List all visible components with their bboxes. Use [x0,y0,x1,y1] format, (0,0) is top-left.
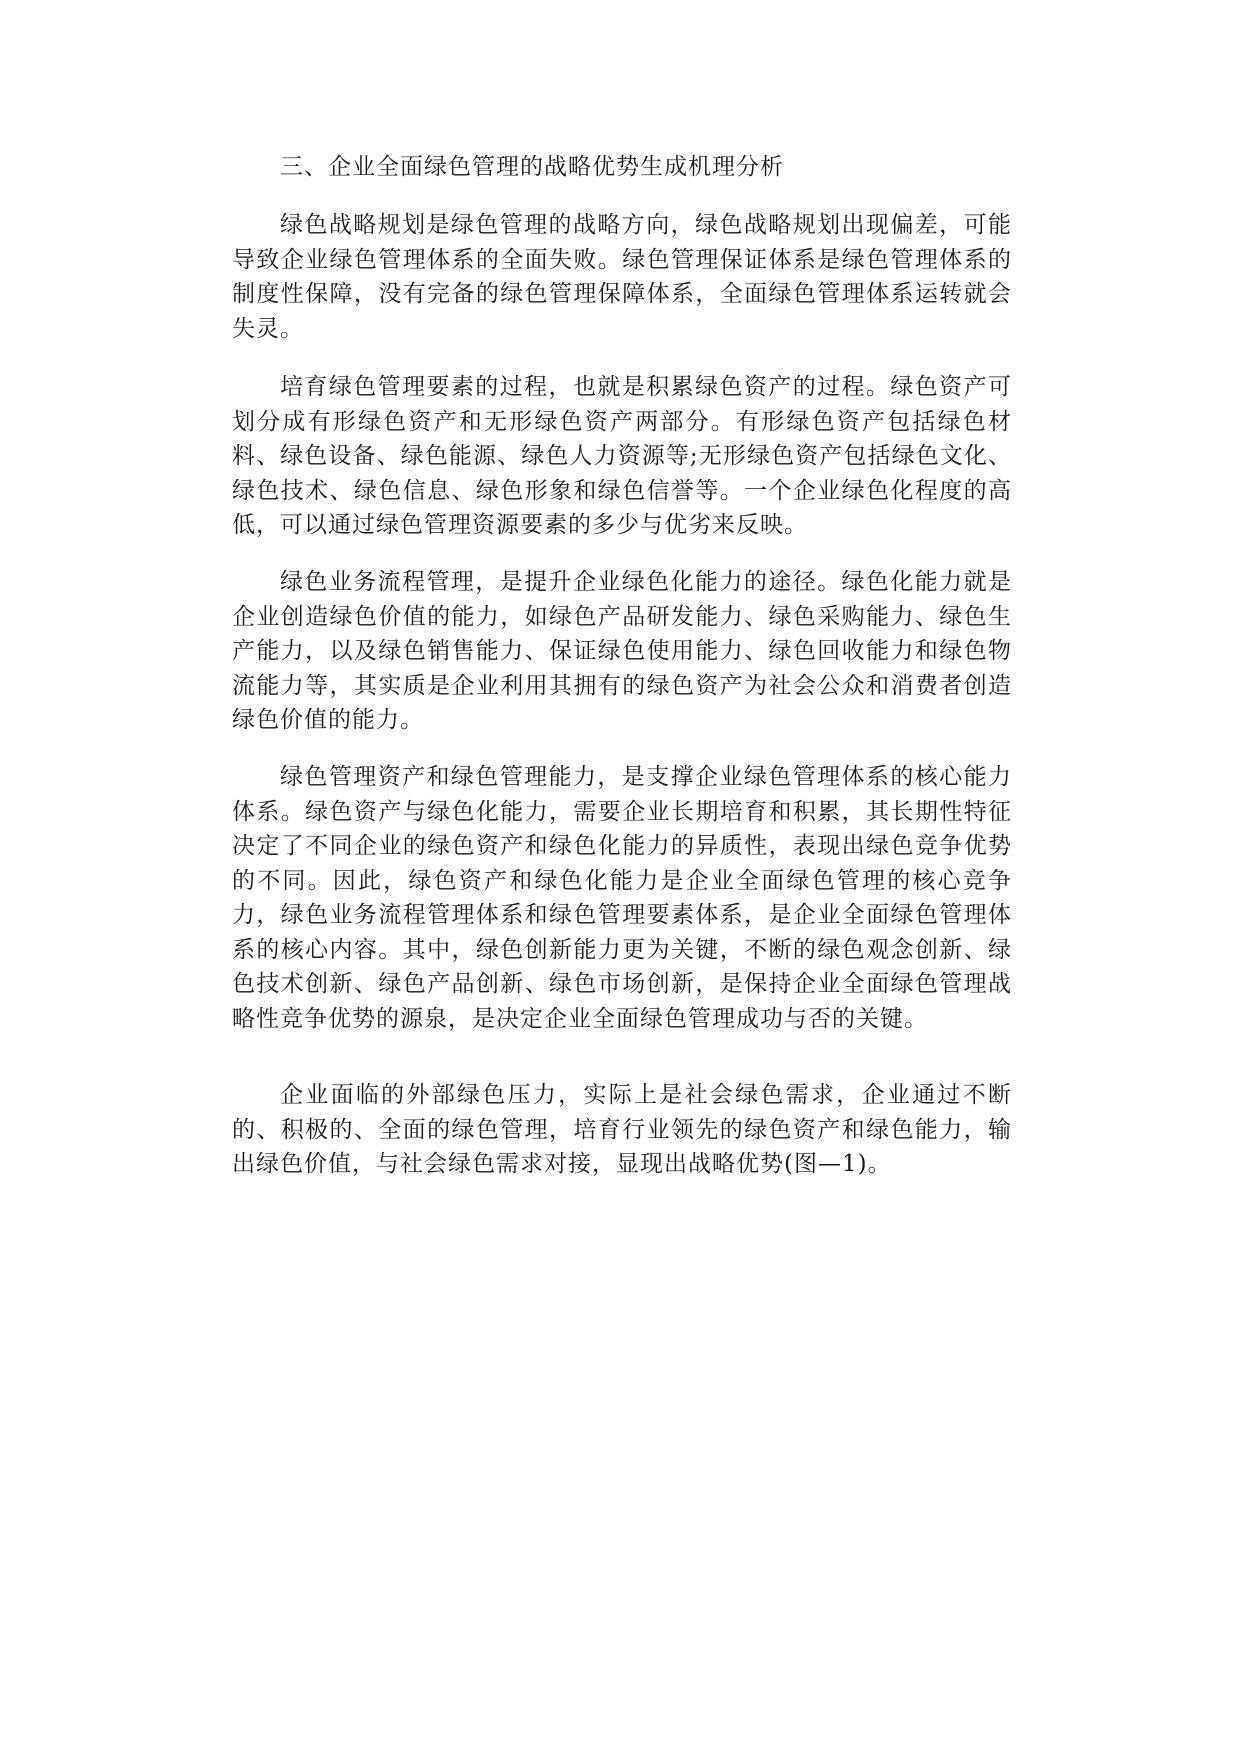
paragraph-strategy-planning: 绿色战略规划是绿色管理的战略方向，绿色战略规划出现偏差，可能导致企业绿色管理体系的全面失败。绿色管理保证体系是绿色管理体系的制度性保障，没有完备的绿色管理保障体系，全面绿色管理体系运转就会失灵。 [232,212,1012,342]
paragraph-core-capability: 绿色管理资产和绿色管理能力，是支撑企业绿色管理体系的核心能力体系。绿色资产与绿色化能力，需要企业长期培育和积累，其长期性特征决定了不同企业的绿色资产和绿色化能力的异质性，表现出绿色竞争优势的不同。因此，绿色资产和绿色化能力是企业全面绿色管理的核心竞争力，绿色业务流程管理体系和绿色管理要素体系，是企业全面绿色管理体系的核心内容。其中，绿色创新能力更为关键，不断的绿色观念创新、绿色技术创新、绿色产品创新、绿色市场创新，是保持企业全面绿色管理战略性竞争优势的源泉，是决定企业全面绿色管理成功与否的关键。 [232,764,1012,1032]
paragraph-green-assets: 培育绿色管理要素的过程，也就是积累绿色资产的过程。绿色资产可划分成有形绿色资产和无形绿色资产两部分。有形绿色资产包括绿色材料、绿色设备、绿色能源、绿色人力资源等;无形绿色资产包括绿色文化、绿色技术、绿色信息、绿色形象和绿色信誉等。一个企业绿色化程度的高低，可以通过绿色管理资源要素的多少与优劣来反映。 [232,374,1012,538]
paragraph-business-process: 绿色业务流程管理，是提升企业绿色化能力的途径。绿色化能力就是企业创造绿色价值的能力，如绿色产品研发能力、绿色采购能力、绿色生产能力，以及绿色销售能力、保证绿色使用能力、绿色回收能力和绿色物流能力等，其实质是企业利用其拥有的绿色资产为社会公众和消费者创造绿色价值的能力。 [232,569,1012,733]
paragraph-external-pressure: 企业面临的外部绿色压力，实际上是社会绿色需求，企业通过不断的、积极的、全面的绿色管理，培育行业领先的绿色资产和绿色能力，输出绿色价值，与社会绿色需求对接，显现出战略优势(图—1)。 [232,1082,1012,1177]
section-heading: 三、企业全面绿色管理的战略优势生成机理分析 [280,154,784,180]
